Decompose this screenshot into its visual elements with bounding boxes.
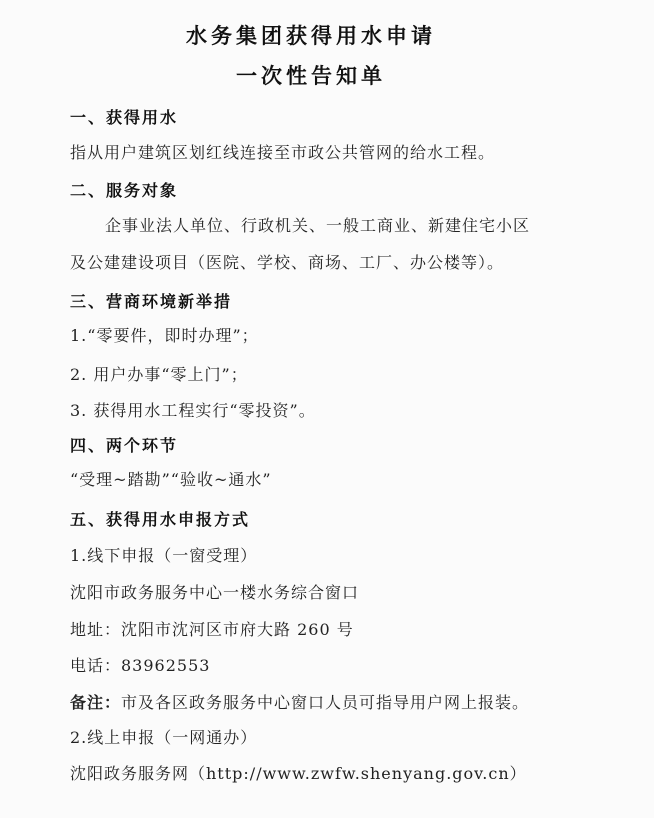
section-1-body: 指从用户建筑区划红线连接至市政公共管网的给水工程。 bbox=[70, 143, 496, 162]
section-2-line1: 企事业法人单位、行政机关、一般工商业、新建住宅小区 bbox=[105, 216, 531, 235]
section-4-heading: 四、两个环节 bbox=[70, 436, 179, 455]
online-apply-title: 2.线上申报（一网通办） bbox=[70, 728, 258, 747]
section-1-heading: 一、获得用水 bbox=[70, 108, 179, 127]
section-3-item1: 1.“零要件，即时办理”； bbox=[70, 326, 259, 345]
offline-apply-title: 1.线下申报（一窗受理） bbox=[70, 546, 258, 565]
section-4-body: “受理~踏勘”“验收~通水” bbox=[70, 470, 272, 489]
document-title-line2: 一次性告知单 bbox=[236, 64, 386, 88]
section-2-line2: 及公建建设项目（医院、学校、商场、工厂、办公楼等）。 bbox=[70, 253, 505, 272]
section-3-item3: 3. 获得用水工程实行“零投资”。 bbox=[70, 401, 316, 420]
section-3-heading: 三、营商环境新举措 bbox=[70, 292, 233, 311]
note-text: 市及各区政务服务中心窗口人员可指导用户网上报装。 bbox=[121, 693, 530, 712]
online-apply-site: 沈阳政务服务网（http://www.zwfw.shenyang.gov.cn） bbox=[70, 764, 527, 783]
section-5-heading: 五、获得用水申报方式 bbox=[70, 510, 251, 529]
section-2-heading: 二、服务对象 bbox=[70, 181, 179, 200]
offline-apply-place: 沈阳市政务服务中心一楼水务综合窗口 bbox=[70, 583, 360, 602]
note-line bbox=[70, 690, 529, 713]
phone-line: 电话：83962553 bbox=[70, 656, 211, 675]
note-label: 备注： bbox=[70, 693, 122, 712]
section-3-item2: 2. 用户办事“零上门”； bbox=[70, 365, 248, 384]
document-title-line1: 水务集团获得用水申请 bbox=[186, 24, 436, 48]
address-line: 地址：沈阳市沈河区市府大路 260 号 bbox=[70, 620, 354, 639]
